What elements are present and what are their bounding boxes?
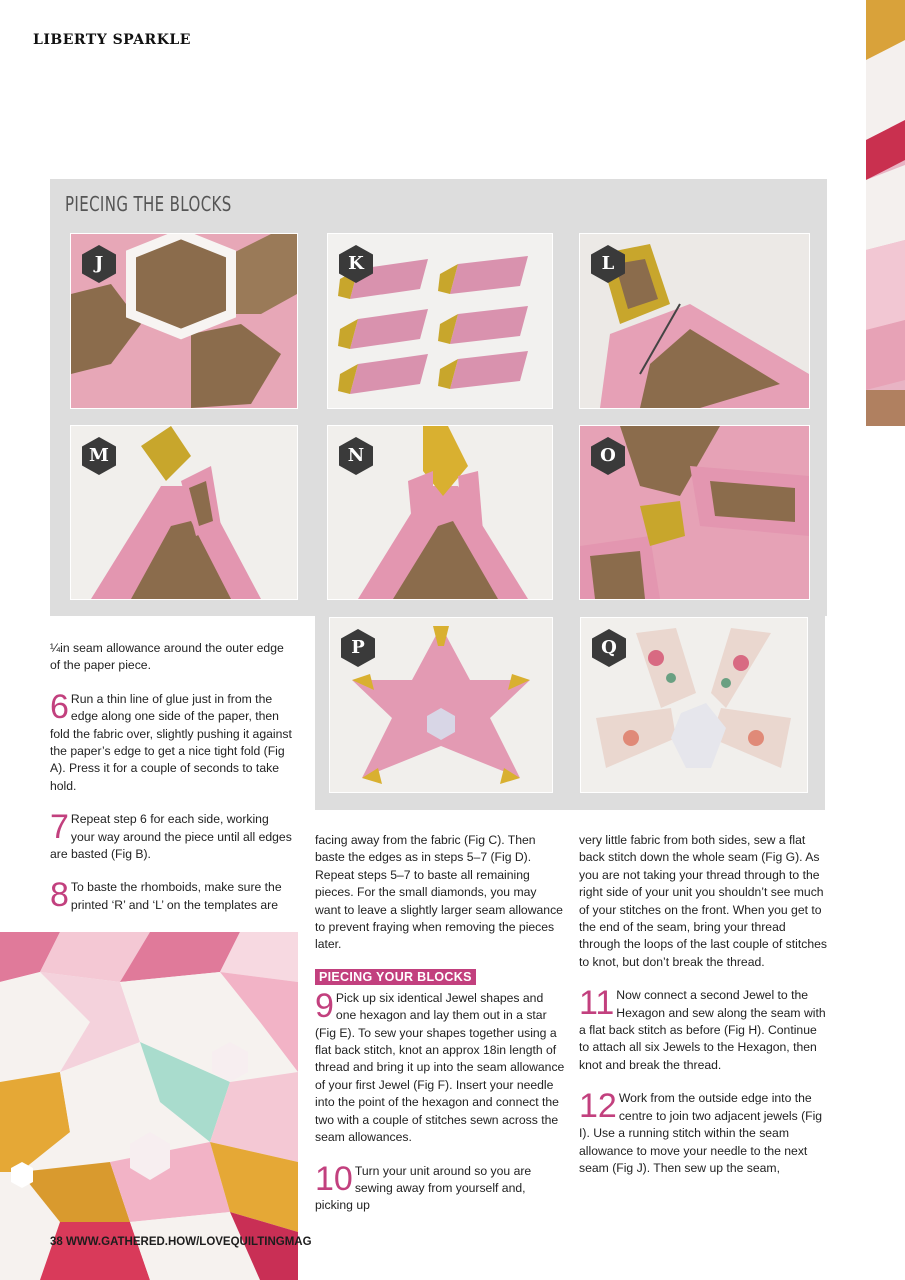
figure-j-photo [70,233,298,409]
figure-label: O [600,445,616,466]
quilt-edge-photo [866,0,905,426]
figure-label: Q [601,637,617,658]
step-text: Now connect a second Jewel to the Hexagon and sew along the seam with a flat back stitch as before (Fig H). Continue to attach all six Jewels to the Hexagon, then knot and break the thread. [579,988,826,1072]
page-footer [50,1236,312,1248]
step-text: Work from the outside edge into the centre to join two adjacent jewels (Fig I). Use a running stitch within the seam allowance to move your needle to the next seam (Fig J). Then sew up the seam, [579,1091,823,1175]
step-number: 12 [579,1087,617,1126]
step-number: 6 [50,687,69,726]
figure-label: K [348,253,364,274]
step-text: To baste the rhomboids, make sure the printed ‘R’ and ‘L’ on the templates are [70,880,282,912]
step-number: 9 [315,986,334,1025]
step-8 [50,876,292,915]
footer-url: WWW.GATHERED.HOW/LOVEQUILTINGMAG [66,1236,312,1248]
step-6 [50,687,292,795]
step-text: Run a thin line of glue just in from the edge along one side of the paper, then fold the fabric over, slightly pushing it against the paper’s edge to get a nice tight fold (Fig A). Press it for a couple of seconds to take hold. [50,691,292,793]
figure-label-badge [336,244,376,284]
figure-label: N [347,445,365,466]
figure-p-photo [329,617,553,793]
step-number: 8 [50,876,69,915]
quilt-photo [0,932,298,1280]
text-column-3 [579,832,827,1177]
figure-label-badge [588,244,628,284]
figure-o-photo [579,425,810,600]
text-column-2 [315,832,565,1215]
figure-label-badge [338,628,378,668]
paragraph: ¼in seam allowance around the outer edge of the paper piece. [50,641,284,673]
paragraph: very little fabric from both sides, sew a flat back stitch down the whole seam (Fig G). As you are not taking your thread through to the right side of your unit you shouldn’t see much of your stitches on the front. When you get to the end of the seam, bring your thread through the loops of the last couple of stitches to knot, but don’t break the thread. [579,833,827,969]
step-10 [315,1159,565,1215]
figure-label-badge [588,436,628,476]
subheading: PIECING YOUR BLOCKS [315,969,476,985]
figure-label-badge [79,436,119,476]
text-column-1 [50,640,292,914]
figure-label-badge [79,244,119,284]
step-number: 7 [50,808,69,847]
step-9 [315,986,565,1147]
page-number: 38 [50,1236,63,1248]
figure-label: J [94,253,104,274]
step-text: Repeat step 6 for each side, working your way around the piece until all edges are basted (Fig B). [50,812,292,862]
figure-m-photo [70,425,298,600]
step-12 [579,1087,827,1177]
step-number: 10 [315,1159,353,1198]
step-11 [579,984,827,1074]
step-text: Pick up six identical Jewel shapes and one hexagon and lay them out in a star (Fig E). To sew your shapes together using a flat back stitch, knot an approx 18in length of thread and bring it up into the seam allowance of your first Jewel (Fig F). Insert your needle into the point of the hexagon and connect the two with a couple of stitches sewn across the seam allowances. [315,990,565,1145]
section-title: PIECING THE BLOCKS [65,192,232,216]
figure-q-photo [580,617,808,793]
figure-label: P [351,637,365,658]
figure-label-badge [589,628,629,668]
running-header: LIBERTY SPARKLE [33,32,191,48]
figure-n-photo [327,425,553,600]
step-7 [50,808,292,863]
figure-l-photo [579,233,810,409]
figure-label: L [601,253,615,274]
figure-label-badge [336,436,376,476]
figure-label: M [89,445,109,466]
step-number: 11 [579,984,615,1023]
paragraph: facing away from the fabric (Fig C). Then baste the edges as in steps 5–7 (Fig D). Repeat steps 5–7 to baste all remaining pieces. For the small diamonds, you may want to leave a slightly larger seam allowance to prevent fraying when removing the pieces later. [315,833,563,952]
figure-k-photo [327,233,553,409]
step-text: Turn your unit around so you are sewing away from yourself and, picking up [315,1163,532,1213]
